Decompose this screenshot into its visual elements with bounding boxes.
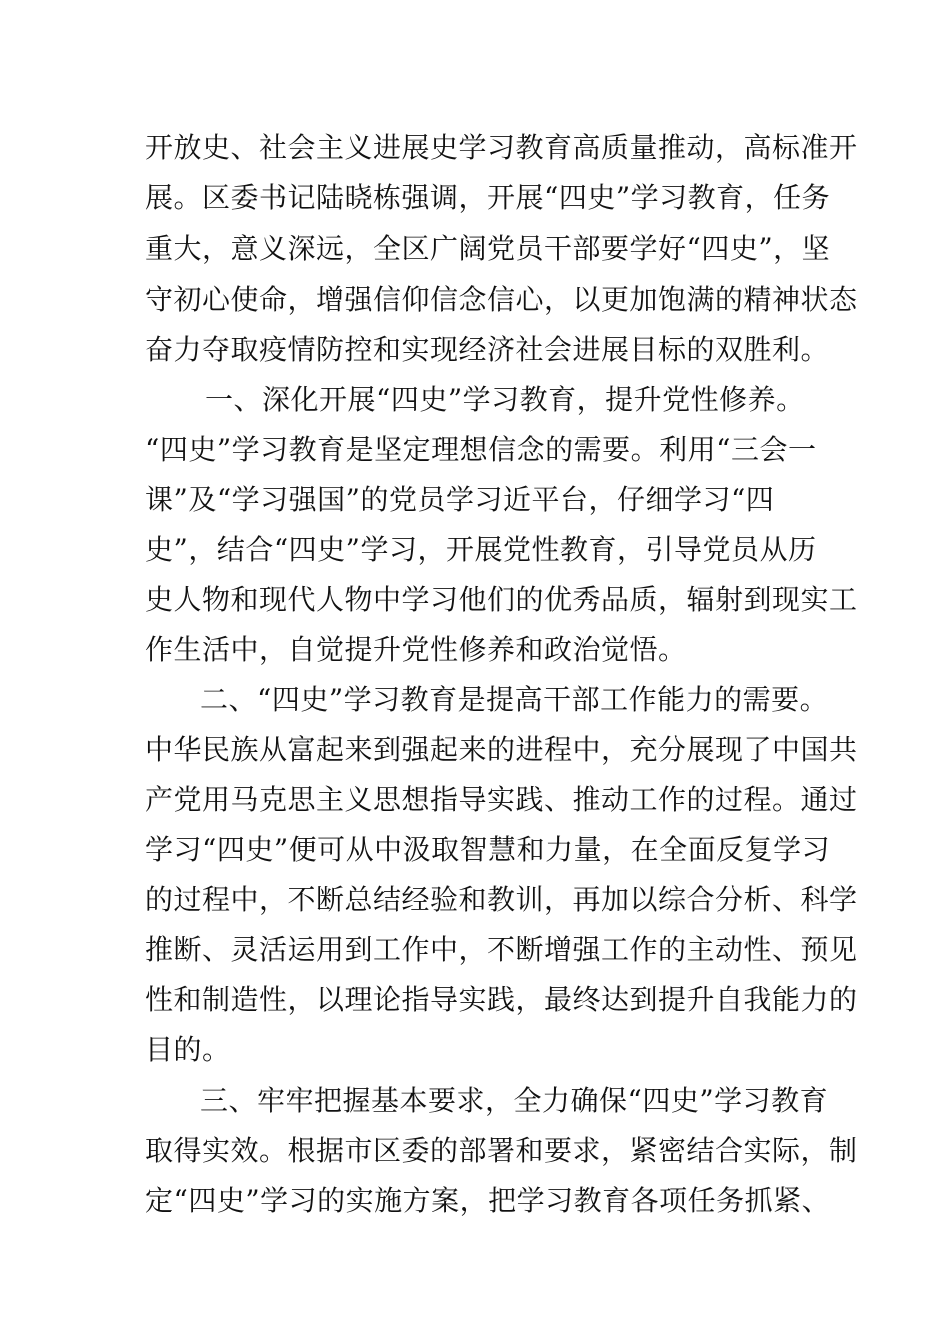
text-line: 史人物和现代人物中学习他们的优秀品质，辐射到现实工 bbox=[145, 583, 858, 616]
text-line: 定“四史”学习的实施方案，把学习教育各项任务抓紧、 bbox=[145, 1184, 831, 1217]
text-line: 开放史、社会主义进展史学习教育高质量推动，高标准开 bbox=[145, 131, 858, 164]
text-line: 产党用马克思主义思想指导实践、推动工作的过程。通过 bbox=[145, 783, 858, 816]
text-line: 学习“四史”便可从中汲取智慧和力量，在全面反复学习 bbox=[145, 833, 831, 866]
text-line: 课”及“学习强国”的党员学习近平台，仔细学习“四 bbox=[145, 483, 775, 516]
text-line: “四史”学习教育是坚定理想信念的需要。利用“三会一 bbox=[145, 433, 817, 466]
section-heading-3: 三、牢牢把握基本要求，全力确保“四史”学习教育 bbox=[200, 1084, 829, 1117]
text-line: 的过程中，不断总结经验和教训，再加以综合分析、科学 bbox=[145, 883, 858, 916]
text-line: 作生活中，自觉提升党性修养和政治觉悟。 bbox=[145, 633, 687, 666]
text-line: 奋力夺取疫情防控和实现经济社会进展目标的双胜利。 bbox=[145, 333, 830, 366]
text-line: 守初心使命，增强信仰信念信心，以更加饱满的精神状态 bbox=[145, 283, 858, 316]
text-line: 展。区委书记陆晓栋强调，开展“四史”学习教育，任务 bbox=[145, 181, 831, 214]
section-heading-2: 二、“四史”学习教育是提高干部工作能力的需要。 bbox=[200, 683, 829, 716]
text-line: 目的。 bbox=[145, 1033, 231, 1066]
text-line: 重大，意义深远，全区广阔党员干部要学好“四史”，坚 bbox=[145, 232, 831, 265]
text-line: 取得实效。根据市区委的部署和要求，紧密结合实际，制 bbox=[145, 1134, 858, 1167]
text-line: 性和制造性，以理论指导实践，最终达到提升自我能力的 bbox=[145, 983, 858, 1016]
text-line: 中华民族从富起来到强起来的进程中，充分展现了中国共 bbox=[145, 733, 858, 766]
text-line: 推断、灵活运用到工作中，不断增强工作的主动性、预见 bbox=[145, 933, 858, 966]
text-line: 史”，结合“四史”学习，开展党性教育，引导党员从历 bbox=[145, 533, 817, 566]
section-heading-1: 一、深化开展“四史”学习教育，提升党性修养。 bbox=[205, 383, 805, 416]
